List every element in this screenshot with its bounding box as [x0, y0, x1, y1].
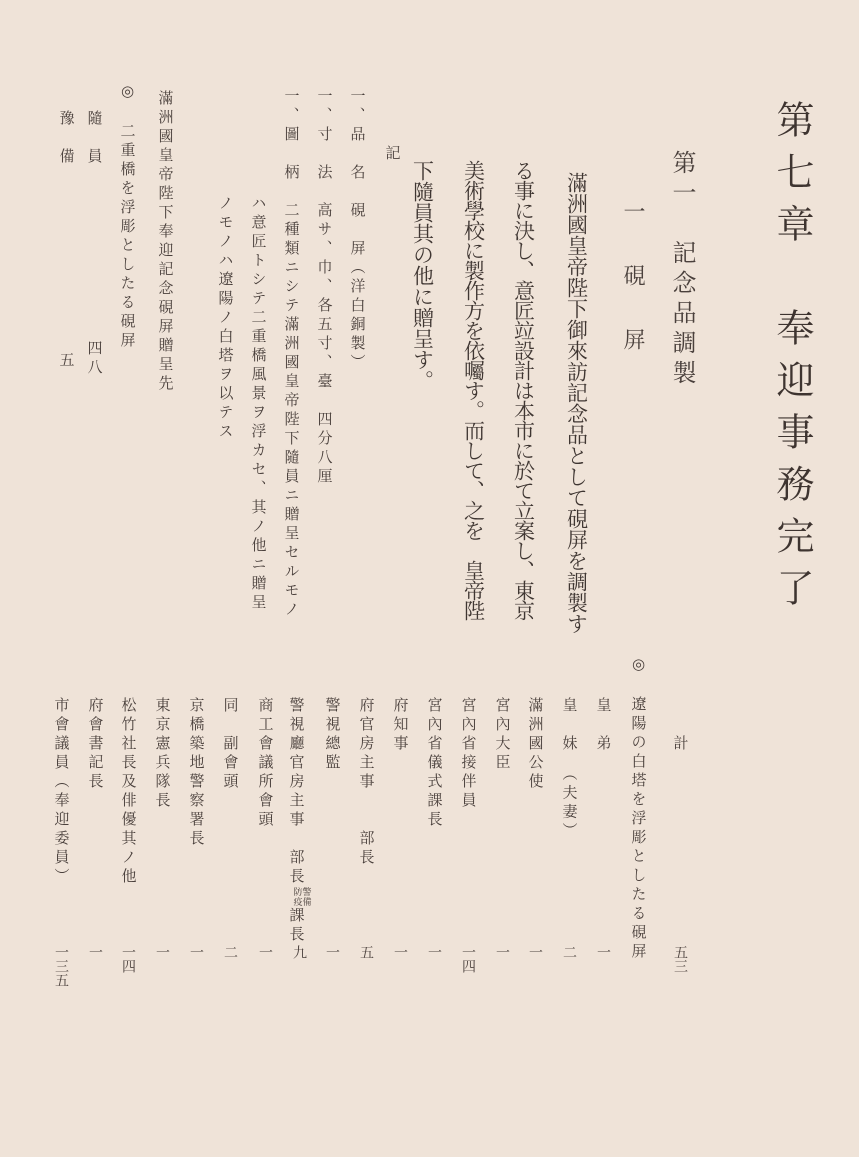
spec-line: 一、寸 法 高サ、巾、各五寸、臺 四分八厘 [315, 88, 334, 487]
list-item-count: 一 [87, 945, 103, 959]
spec-line: 一、品 名 硯 屏（洋白銅製） [348, 88, 367, 373]
note-heading: 記 [383, 145, 402, 164]
list-item-count: 五 [57, 352, 76, 371]
spec-line: ハ意匠トシテ二重橋風景ヲ浮カセ、其ノ他ニ贈呈 [249, 195, 268, 613]
subsection-title: 一 硯 屏 [620, 200, 645, 360]
list-item-count: 一 [392, 945, 408, 959]
list-item-count: 九 [291, 945, 307, 959]
nijubashi-heading: ◎ 二重橋を浮彫としたる硯屏 [118, 82, 137, 351]
total-count: 五三 [672, 945, 688, 973]
list-item-label-group [289, 697, 310, 945]
total-label: 計 [671, 735, 690, 754]
paragraph-line: 美術學校に製作方を依囑す。而して、之を 皇帝陛 [461, 160, 486, 620]
list-item-count: 一 [527, 945, 543, 959]
list-item-label: 市會議員（奉迎委員） [52, 697, 71, 887]
list-item-count: 一 [426, 945, 442, 959]
list-item-label: 同 副會頭 [221, 697, 240, 792]
list-item-label: 府知事 [391, 697, 410, 754]
list-item-label: 府官房主事 部長 [357, 697, 376, 868]
list-item-label: 宮內大臣 [493, 697, 512, 773]
section-title: 第一 記念品調製 [668, 150, 696, 390]
list-item-label: 東京憲兵隊長 [153, 697, 172, 811]
list-item-label: 豫 備 [57, 110, 76, 167]
spec-line: ノモノハ遼陽ノ白塔ヲ以テス [216, 195, 235, 442]
list-item-label: 皇 弟 [594, 697, 613, 754]
list-item-count: 二 [222, 945, 238, 959]
list-item-count: 一四 [120, 945, 136, 973]
list-item-count: 五 [358, 945, 374, 959]
list-item-label: 商工會議所會頭 [256, 697, 275, 830]
chapter-title: 第七章 奉迎事務完了 [770, 100, 814, 620]
liaoyang-heading: ◎ 遼陽の白塔を浮彫としたる硯屏 [629, 655, 648, 962]
paragraph-line: 滿洲國皇帝陛下御來訪記念品として硯屏を調製す [564, 172, 589, 634]
recipients-heading: 滿洲國皇帝陛下奉迎記念硯屏贈呈先 [156, 90, 175, 394]
list-item-label: 宮內省接伴員 [459, 697, 478, 811]
list-item-count: 一 [257, 945, 273, 959]
paragraph-line: 下隨員其の他に贈呈す。 [410, 160, 435, 391]
list-item-label: 警視總監 [323, 697, 342, 773]
list-item-count: 一 [324, 945, 340, 959]
paragraph-line: る事に決し、意匠竝設計は本市に於て立案し、東京 [511, 160, 536, 620]
list-item-label: 警視廳官房主事 部長 [287, 697, 306, 887]
list-item-label: 皇 妹 （夫妻） [560, 697, 579, 842]
list-item-count: 二 [561, 945, 577, 959]
list-item-count: 四八 [85, 340, 104, 378]
spec-line: 一、圖 柄 二種類ニシテ滿洲國皇帝陛下隨員ニ贈呈セルモノ [282, 88, 301, 620]
list-item-label: 隨 員 [85, 110, 104, 167]
warichu-line: 防疫 [291, 887, 302, 907]
list-item-count: 一四 [460, 945, 476, 973]
list-item-count: 一 [188, 945, 204, 959]
list-item-count: 一 [494, 945, 510, 959]
list-item-label: 京橋築地警察署長 [187, 697, 206, 849]
list-item-label: 松竹社長及俳優其ノ他 [119, 697, 138, 887]
warichu-note [292, 887, 310, 907]
list-item-count: 一 [154, 945, 170, 959]
list-item-count: 一 [595, 945, 611, 959]
list-item-label-tail: 課長 [287, 907, 306, 945]
warichu-line: 警備 [300, 887, 311, 907]
list-item-label: 宮內省儀式課長 [425, 697, 444, 830]
list-item-count: 一三五 [53, 945, 69, 987]
list-item-label: 府會書記長 [86, 697, 105, 792]
list-item-label: 滿洲國公使 [526, 697, 545, 792]
